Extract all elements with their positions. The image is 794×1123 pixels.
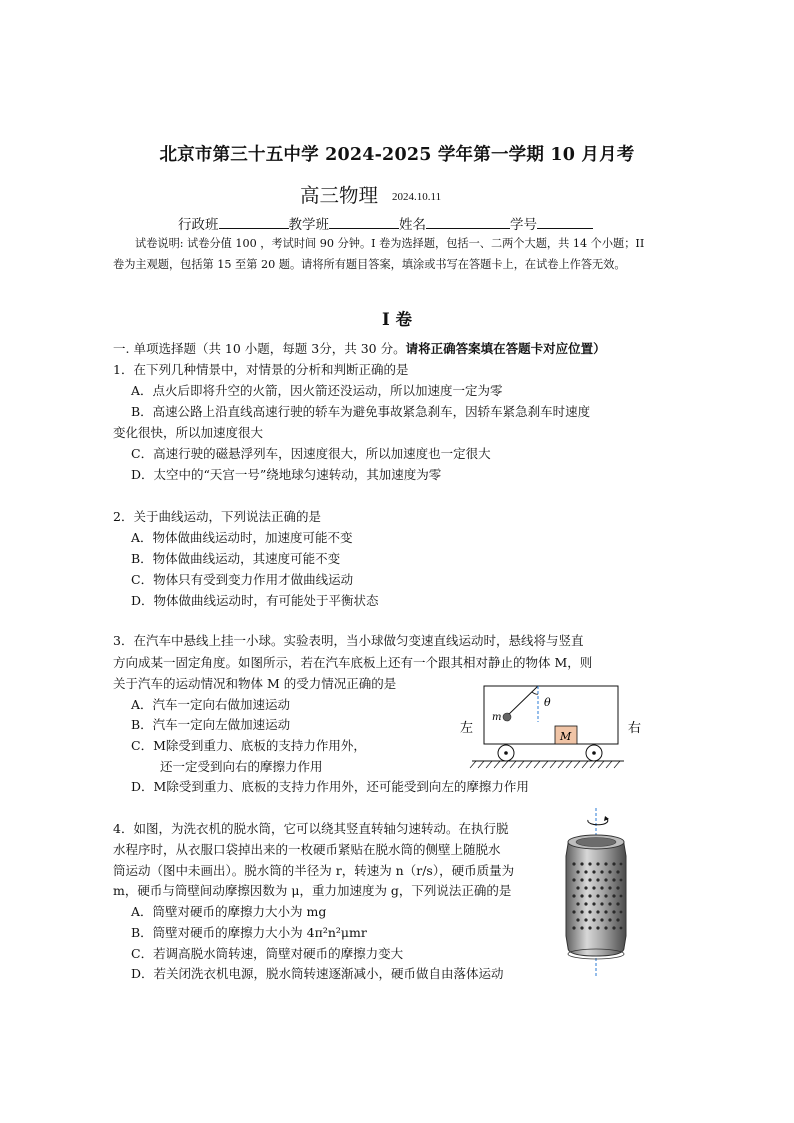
field-label-class-teach: 教学班 bbox=[288, 217, 329, 233]
q3-stem-line-1: 3．在汽车中悬线上挂一小球。实验表明，当小球做匀变速直线运动时，悬线将与竖直 bbox=[113, 633, 584, 648]
name-blank[interactable] bbox=[426, 214, 510, 229]
q3-option-c-cont: 还一定受到向右的摩擦力作用 bbox=[160, 759, 323, 774]
theta-arc bbox=[532, 692, 538, 694]
theta-label: θ bbox=[544, 696, 551, 709]
q1-option-c[interactable]: C．高速行驶的磁悬浮列车，因速度很大，所以加速度也一定很大 bbox=[131, 446, 491, 461]
section-heading bbox=[113, 339, 606, 357]
drum-opening bbox=[576, 838, 616, 847]
q2-option-b[interactable]: B．物体做曲线运动，其速度可能不变 bbox=[131, 551, 341, 566]
q4-option-c[interactable]: C．若调高脱水筒转速，筒壁对硬币的摩擦力变大 bbox=[131, 946, 404, 961]
q2-option-a[interactable]: A．物体做曲线运动时，加速度可能不变 bbox=[131, 530, 353, 545]
class-teach-blank[interactable] bbox=[329, 214, 399, 229]
ground-hatching bbox=[470, 761, 620, 768]
q2-option-d[interactable]: D．物体做曲线运动时，有可能处于平衡状态 bbox=[131, 593, 379, 608]
q2-stem: 2．关于曲线运动，下列说法正确的是 bbox=[113, 509, 321, 524]
field-label-class-admin: 行政班 bbox=[178, 217, 219, 233]
class-admin-blank[interactable] bbox=[219, 214, 289, 229]
q4-stem-line-2: 水程序时，从衣服口袋掉出来的一枚硬币紧贴在脱水筒的侧壁上随脱水 bbox=[113, 842, 501, 857]
q3-option-b[interactable]: B．汽车一定向左做加速运动 bbox=[131, 717, 291, 732]
q3-option-a[interactable]: A．汽车一定向右做加速运动 bbox=[131, 697, 291, 712]
field-label-name: 姓名 bbox=[399, 217, 426, 233]
pendulum-ball bbox=[503, 713, 511, 721]
block-M-label: M bbox=[560, 730, 572, 743]
left-label: 左 bbox=[460, 721, 474, 736]
q4-stem-line-1: 4．如图，为洗衣机的脱水筒，它可以绕其竖直转轴匀速转动。在执行脱 bbox=[113, 821, 509, 836]
q1-option-b-cont: 变化很快，所以加速度很大 bbox=[113, 425, 264, 440]
exam-date: 2024.10.11 bbox=[392, 191, 442, 203]
pendulum-string bbox=[507, 686, 538, 716]
ball-m-label: m bbox=[492, 712, 502, 723]
q4-option-b[interactable]: B．筒壁对硬币的摩擦力大小为 4π²n²μmr bbox=[131, 925, 367, 940]
right-wheel-hub bbox=[592, 751, 596, 755]
part-title: I 卷 bbox=[382, 310, 412, 329]
q3-stem-line-2: 方向成某一固定角度。如图所示，若在汽车底板上还有一个跟其相对静止的物体 M，则 bbox=[113, 655, 593, 670]
student-no-blank[interactable] bbox=[537, 214, 593, 229]
q3-stem-line-3: 关于汽车的运动情况和物体 M 的受力情况正确的是 bbox=[113, 676, 397, 691]
q3-car-figure bbox=[452, 680, 652, 774]
q4-stem-line-3: 筒运动（图中未画出）。脱水筒的半径为 r，转速为 n（r/s），硬币质量为 bbox=[113, 863, 515, 878]
q3-option-d[interactable]: D．M除受到重力、底板的支持力作用外，还可能受到向左的摩擦力作用 bbox=[131, 779, 529, 794]
left-wheel-hub bbox=[504, 751, 508, 755]
exam-instructions: 试卷说明: 试卷分值 100 ，考试时间 90 分钟。I 卷为选择题，包括一、二两个大题，共 14 个小题；II 卷为主观题，包括第 15 至第 20 题。请将所有题目答案，填涂或书写在答题卡上，在试卷上作答无效。 bbox=[113, 237, 645, 271]
section-heading-text: 一. 单项选择题（共 10 小题，每题 3分，共 30 分。 bbox=[113, 341, 406, 356]
q1-option-b[interactable]: B．高速公路上沿直线高速行驶的轿车为避免事故紧急刹车，因轿车紧急刹车时速度 bbox=[131, 404, 591, 419]
q2-option-c[interactable]: C．物体只有受到变力作用才做曲线运动 bbox=[131, 572, 354, 587]
subject-title: 高三物理 bbox=[300, 184, 379, 207]
right-label: 右 bbox=[628, 721, 642, 736]
exam-title: 北京市第三十五中学 2024-2025 学年第一学期 10 月月考 bbox=[159, 145, 635, 165]
field-label-student-no: 学号 bbox=[510, 217, 537, 233]
q3-option-c[interactable]: C．M除受到重力、底板的支持力作用外， bbox=[131, 738, 366, 753]
q4-stem-line-4: m，硬币与筒壁间动摩擦因数为 μ，重力加速度为 g，下列说法正确的是 bbox=[113, 883, 512, 898]
section-heading-bold: 请将正确答案填在答题卡对应位置） bbox=[405, 341, 606, 356]
q4-option-d[interactable]: D．若关闭洗衣机电源，脱水筒转速逐渐减小，硬币做自由落体运动 bbox=[131, 966, 504, 981]
q1-option-a[interactable]: A．点火后即将升空的火箭，因火箭还没运动，所以加速度一定为零 bbox=[131, 383, 503, 398]
student-info-fields bbox=[178, 213, 593, 233]
q4-drum-figure bbox=[560, 808, 640, 980]
q1-option-d[interactable]: D．太空中的“天宫一号”绕地球匀速转动，其加速度为零 bbox=[131, 467, 442, 482]
q4-option-a[interactable]: A．筒壁对硬币的摩擦力大小为 mg bbox=[131, 904, 327, 919]
subject-line bbox=[300, 180, 441, 208]
q1-stem: 1．在下列几种情景中，对情景的分析和判断正确的是 bbox=[113, 362, 409, 377]
